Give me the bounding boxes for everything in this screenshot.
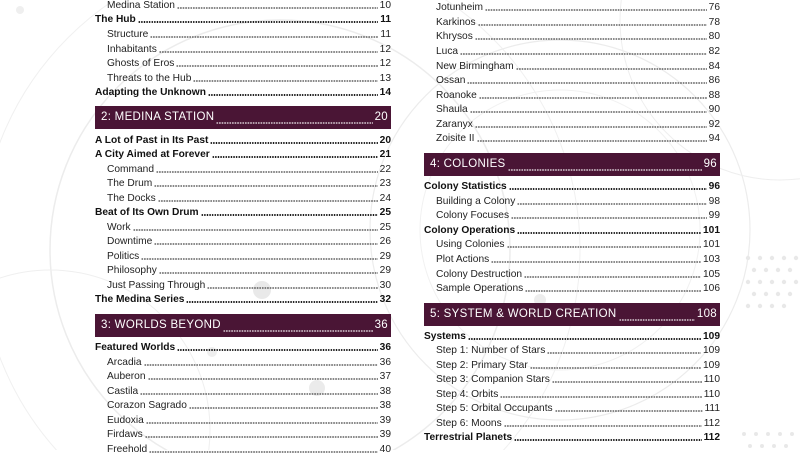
dot-leader	[477, 134, 707, 142]
entry-label: Zoisite II	[436, 133, 475, 144]
entry-label: Threats to the Hub	[107, 73, 192, 84]
dot-leader	[509, 182, 707, 190]
entry-page: 111	[704, 403, 720, 414]
toc-entry[interactable]	[436, 238, 720, 252]
entry-page: 25	[379, 222, 391, 233]
entry-page: 103	[703, 254, 720, 265]
dot-leader	[525, 284, 701, 292]
toc-entry[interactable]	[436, 118, 720, 132]
entry-label: Step 3: Companion Stars	[436, 374, 550, 385]
dot-leader	[468, 332, 701, 340]
dot-leader	[159, 45, 378, 53]
entry-page: 25	[379, 207, 391, 218]
dot-leader	[552, 375, 702, 383]
toc-entry[interactable]	[107, 385, 391, 399]
entry-page: 101	[703, 225, 720, 236]
toc-entry[interactable]	[107, 414, 391, 428]
dot-leader	[516, 62, 707, 70]
toc-entry[interactable]	[95, 206, 391, 220]
entry-label: Philosophy	[107, 265, 157, 276]
entry-label: Beat of Its Own Drum	[95, 207, 199, 218]
dot-leader	[193, 74, 377, 82]
entry-page: 36	[379, 342, 391, 353]
entry-label: Building a Colony	[436, 196, 516, 207]
chapter-title: 2: MEDINA STATION	[101, 111, 215, 123]
entry-page: 110	[703, 374, 720, 385]
toc-entry[interactable]	[436, 282, 720, 296]
toc-entry[interactable]	[95, 148, 391, 162]
entry-page: 37	[379, 371, 391, 382]
entry-page: 84	[708, 61, 720, 72]
entry-page: 94	[708, 133, 720, 144]
entry-page: 80	[708, 31, 720, 42]
dot-leader	[530, 361, 701, 369]
toc-entry[interactable]	[436, 30, 720, 44]
dot-leader	[133, 223, 378, 231]
toc-entry[interactable]	[436, 74, 720, 88]
toc-entry[interactable]	[436, 417, 720, 431]
entry-label: Politics	[107, 251, 140, 262]
entry-page: 112	[703, 432, 720, 443]
entry-label: Colony Focuses	[436, 210, 510, 221]
entry-label: Arcadia	[107, 357, 142, 368]
toc-entry[interactable]	[424, 224, 720, 238]
dot-leader	[141, 252, 377, 260]
entry-page: 88	[708, 90, 720, 101]
entry-label: Eudoxia	[107, 415, 144, 426]
toc-entry[interactable]	[107, 28, 391, 42]
toc-entry[interactable]	[424, 330, 720, 344]
dot-leader	[547, 346, 701, 354]
entry-page: 86	[708, 75, 720, 86]
toc-entry[interactable]	[107, 443, 391, 457]
toc-entry[interactable]	[436, 195, 720, 209]
entry-label: Systems	[424, 331, 466, 342]
entry-page: 32	[379, 294, 391, 305]
dot-leader	[508, 163, 702, 171]
toc-entry[interactable]	[424, 431, 720, 445]
chapter-heading[interactable]	[95, 106, 391, 128]
entry-label: Featured Worlds	[95, 342, 176, 353]
dot-leader	[485, 3, 707, 11]
dot-leader	[189, 401, 378, 409]
dot-leader	[478, 18, 707, 26]
dot-leader	[212, 150, 378, 158]
toc-entry[interactable]	[424, 180, 720, 194]
entry-label: Colony Destruction	[436, 269, 523, 280]
entry-label: Khrysos	[436, 31, 473, 42]
entry-page: 13	[379, 73, 391, 84]
dot-leader	[210, 136, 377, 144]
dot-leader	[208, 88, 378, 96]
toc-entry[interactable]	[436, 388, 720, 402]
entry-page: 39	[379, 429, 391, 440]
dot-leader	[149, 445, 377, 453]
toc-entry[interactable]	[436, 344, 720, 358]
entry-page: 29	[379, 265, 391, 276]
entry-label: Ossan	[436, 75, 466, 86]
toc-entry[interactable]	[107, 177, 391, 191]
dot-leader	[524, 270, 701, 278]
toc-entry[interactable]	[95, 134, 391, 148]
entry-page: 96	[708, 181, 720, 192]
dot-leader	[216, 116, 372, 124]
entry-page: 109	[703, 331, 720, 342]
dot-leader	[201, 208, 378, 216]
dot-leader	[460, 47, 707, 55]
dot-leader	[150, 30, 378, 38]
entry-page: 22	[379, 164, 391, 175]
chapter-title: 3: WORLDS BEYOND	[101, 319, 221, 331]
entry-label: Freehold	[107, 444, 148, 455]
entry-page: 40	[379, 444, 391, 455]
toc-entry[interactable]	[107, 250, 391, 264]
entry-page: 109	[703, 360, 720, 371]
entry-page: 29	[379, 251, 391, 262]
toc-entry[interactable]	[107, 356, 391, 370]
dot-leader	[159, 266, 378, 274]
dot-leader	[475, 32, 707, 40]
chapter-title: 4: COLONIES	[430, 158, 506, 170]
entry-label: Work	[107, 222, 131, 233]
entry-label: Step 4: Orbits	[436, 389, 499, 400]
dot-leader	[138, 15, 378, 23]
entry-label: Terrestrial Planets	[424, 432, 513, 443]
chapter-heading[interactable]	[95, 314, 391, 336]
entry-label: The Hub	[95, 14, 136, 25]
entry-label: Colony Operations	[424, 225, 516, 236]
dot-leader	[500, 390, 701, 398]
entry-page: 92	[708, 119, 720, 130]
dot-leader	[555, 404, 703, 412]
entry-label: Just Passing Through	[107, 280, 206, 291]
entry-page: 112	[703, 418, 720, 429]
entry-label: A Lot of Past in Its Past	[95, 135, 209, 146]
toc-entry[interactable]	[436, 359, 720, 373]
entry-label: Plot Actions	[436, 254, 490, 265]
toc-entry[interactable]	[107, 264, 391, 278]
entry-page: 39	[379, 415, 391, 426]
toc-entry[interactable]	[436, 16, 720, 30]
chapter-rule	[424, 325, 720, 326]
chapter-rule	[95, 336, 391, 337]
toc-entry[interactable]	[107, 399, 391, 413]
toc-entry[interactable]	[95, 13, 391, 27]
entry-label: Downtime	[107, 236, 153, 247]
dot-leader	[207, 281, 377, 289]
dot-leader	[504, 419, 702, 427]
toc-entry[interactable]	[107, 163, 391, 177]
dot-leader	[154, 179, 377, 187]
toc-entry[interactable]	[107, 0, 391, 13]
toc-entry[interactable]	[436, 268, 720, 282]
toc-entry[interactable]	[436, 103, 720, 117]
entry-label: Luca	[436, 46, 459, 57]
toc-entry[interactable]	[436, 373, 720, 387]
entry-label: Inhabitants	[107, 44, 157, 55]
entry-label: Castila	[107, 386, 139, 397]
entry-page: 105	[703, 269, 720, 280]
entry-label: Sample Operations	[436, 283, 524, 294]
dot-leader	[177, 1, 378, 9]
dot-leader	[140, 387, 378, 395]
dot-leader	[156, 165, 378, 173]
entry-label: Shaula	[436, 104, 468, 115]
entry-page: 101	[703, 239, 720, 250]
dot-leader	[144, 358, 378, 366]
entry-page: 11	[380, 29, 391, 40]
dot-leader	[177, 343, 377, 351]
entry-page: 30	[379, 280, 391, 291]
entry-page: 11	[380, 14, 391, 25]
entry-page: 82	[708, 46, 720, 57]
dot-leader	[514, 433, 701, 441]
toc-entry[interactable]	[436, 402, 720, 416]
entry-label: The Docks	[107, 193, 156, 204]
entry-label: Zaranyx	[436, 119, 473, 130]
toc-entry[interactable]	[95, 86, 391, 100]
toc-entry[interactable]	[436, 132, 720, 146]
dot-leader	[475, 120, 707, 128]
entry-label: Medina Station	[107, 0, 175, 11]
entry-page: 26	[379, 236, 391, 247]
dot-leader	[223, 324, 373, 332]
entry-page: 38	[379, 386, 391, 397]
dot-leader	[619, 313, 695, 321]
entry-label: Using Colonies	[436, 239, 505, 250]
dot-leader	[158, 194, 378, 202]
entry-page: 99	[708, 210, 720, 221]
dot-leader	[186, 295, 377, 303]
toc-entry[interactable]	[107, 279, 391, 293]
entry-label: Step 1: Number of Stars	[436, 345, 546, 356]
entry-label: Jotunheim	[436, 2, 484, 13]
entry-page: 24	[379, 193, 391, 204]
entry-page: 20	[379, 135, 391, 146]
toc-entry[interactable]	[107, 428, 391, 442]
entry-page: 21	[379, 149, 391, 160]
toc-entry[interactable]	[436, 45, 720, 59]
toc-entry[interactable]	[436, 209, 720, 223]
dot-leader	[154, 237, 377, 245]
toc-entry[interactable]	[107, 43, 391, 57]
dot-leader	[146, 416, 378, 424]
entry-page: 110	[703, 389, 720, 400]
entry-page: 10	[379, 0, 391, 11]
entry-label: Step 2: Primary Star	[436, 360, 528, 371]
entry-label: The Medina Series	[95, 294, 185, 305]
entry-label: Step 6: Moons	[436, 418, 502, 429]
toc-entry[interactable]	[436, 60, 720, 74]
entry-page: 12	[379, 58, 391, 69]
dot-leader	[517, 197, 706, 205]
entry-label: The Drum	[107, 178, 153, 189]
entry-label: Karkinos	[436, 17, 476, 28]
chapter-page: 36	[374, 319, 388, 331]
dot-leader	[467, 76, 706, 84]
toc-entry[interactable]	[107, 192, 391, 206]
dot-leader	[507, 240, 701, 248]
entry-label: Step 5: Orbital Occupants	[436, 403, 553, 414]
entry-label: A City Aimed at Forever	[95, 149, 210, 160]
entry-page: 109	[703, 345, 720, 356]
toc-entry[interactable]	[107, 370, 391, 384]
entry-label: Colony Statistics	[424, 181, 507, 192]
entry-label: Structure	[107, 29, 149, 40]
dot-leader	[491, 255, 701, 263]
entry-label: Roanoke	[436, 90, 477, 101]
toc-entry[interactable]	[107, 72, 391, 86]
toc-entry[interactable]	[436, 253, 720, 267]
dot-leader	[479, 91, 707, 99]
entry-page: 14	[379, 87, 391, 98]
toc-entry[interactable]	[107, 221, 391, 235]
entry-label: Ghosts of Eros	[107, 58, 175, 69]
entry-page: 76	[708, 2, 720, 13]
dot-leader	[148, 372, 378, 380]
toc-entry[interactable]	[436, 1, 720, 15]
toc-entry[interactable]	[107, 57, 391, 71]
toc-entry[interactable]	[95, 293, 391, 307]
toc-entry[interactable]	[436, 89, 720, 103]
entry-label: New Birmingham	[436, 61, 514, 72]
dot-leader	[145, 430, 378, 438]
entry-page: 98	[708, 196, 720, 207]
chapter-page: 108	[696, 308, 717, 320]
chapter-rule	[95, 128, 391, 129]
dot-leader	[511, 211, 707, 219]
toc-entry[interactable]	[107, 235, 391, 249]
chapter-page: 96	[703, 158, 717, 170]
entry-page: 12	[379, 44, 391, 55]
entry-label: Auberon	[107, 371, 146, 382]
entry-page: 90	[708, 104, 720, 115]
entry-page: 36	[379, 357, 391, 368]
chapter-rule	[424, 175, 720, 176]
entry-page: 38	[379, 400, 391, 411]
chapter-heading[interactable]	[424, 153, 720, 175]
chapter-heading[interactable]	[424, 303, 720, 325]
entry-label: Corazon Sagrado	[107, 400, 187, 411]
entry-label: Command	[107, 164, 154, 175]
entry-label: Firdaws	[107, 429, 143, 440]
dot-leader	[517, 226, 701, 234]
toc-entry[interactable]	[95, 341, 391, 355]
entry-label: Adapting the Unknown	[95, 87, 206, 98]
entry-page: 106	[703, 283, 720, 294]
chapter-page: 20	[374, 111, 388, 123]
entry-page: 23	[379, 178, 391, 189]
dot-leader	[470, 105, 707, 113]
entry-page: 78	[708, 17, 720, 28]
chapter-title: 5: SYSTEM & WORLD CREATION	[430, 308, 617, 320]
dot-leader	[176, 59, 377, 67]
